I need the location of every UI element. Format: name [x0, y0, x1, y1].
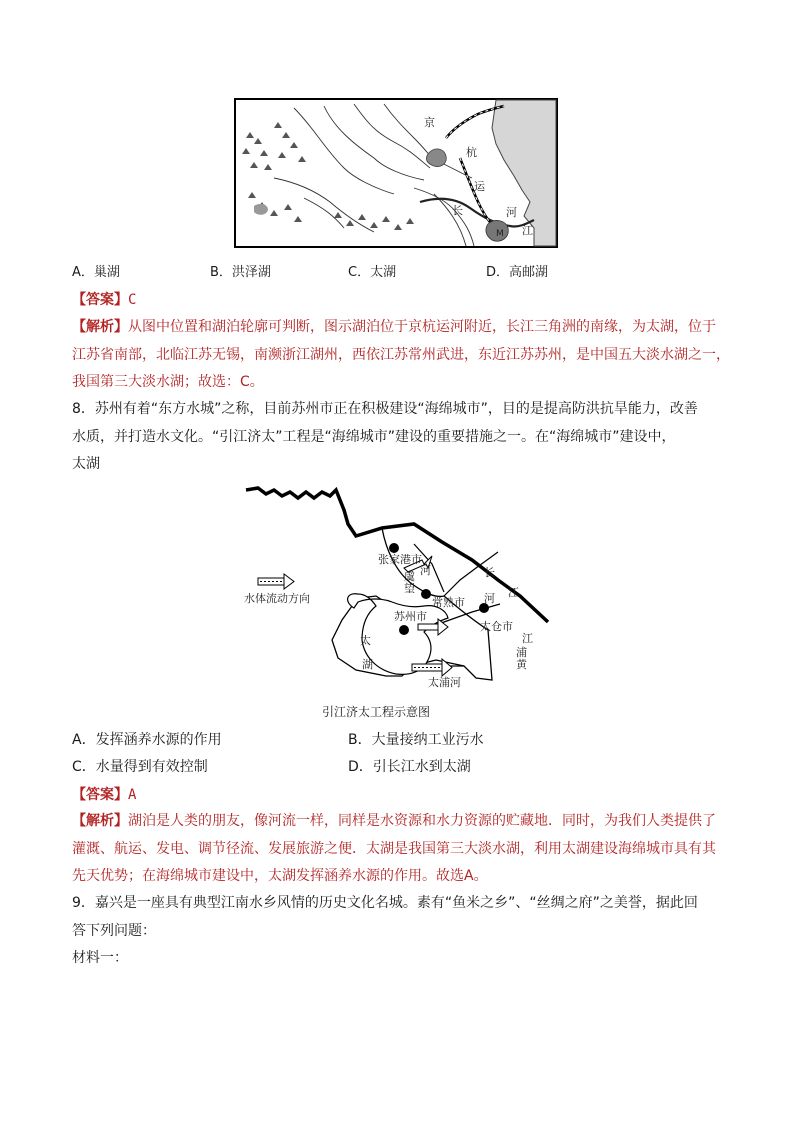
q8-stem-line-3: 太湖: [72, 456, 100, 472]
label-huangpu-huang: 黄: [516, 658, 527, 671]
q8-analysis-line-1: [72, 812, 716, 830]
city-label-zhangjiagang: 张家港市: [378, 553, 422, 566]
q8-analysis-text-1: 湖泊是人类的朋友，像河流一样，同样是水资源和水力资源的贮藏地．同时，为我们人类提供了: [128, 813, 716, 829]
q8-answer-tag: 【答案】: [72, 787, 128, 803]
q7-option-a[interactable]: A．巢湖: [72, 265, 120, 280]
label-huangpu-jiang: 江: [522, 632, 533, 645]
q8-diagram-caption: 引江济太工程示意图: [322, 705, 431, 719]
city-dot-suzhou: [399, 625, 409, 635]
map-label-jing: 京: [424, 116, 435, 129]
map-label-yun: 运: [474, 180, 485, 193]
q8-option-c[interactable]: C．水量得到有效控制: [72, 759, 208, 775]
label-chang: 长: [484, 566, 495, 579]
q7-answer-tag: 【答案】: [72, 292, 128, 308]
map-label-jiang: 江: [522, 224, 533, 237]
q8-answer: [72, 786, 136, 804]
city-label-changshu: 常熟市: [432, 596, 465, 609]
q9-stem-line-1: 9．嘉兴是一座具有典型江南水乡风情的历史文化名城。素有“鱼米之乡”、“丝绸之府”之美誉，据此回: [72, 895, 698, 911]
river-label-he-1: 河: [420, 564, 431, 577]
q7-analysis-text-1: 从图中位置和湖泊轮廓可判断，图示湖泊位于京杭运河附近，长江三角洲的南缘，为太湖，位于: [128, 319, 716, 335]
river-label-yu: 虞: [404, 570, 415, 583]
river-label-taipu: 太浦河: [428, 676, 461, 688]
q8-option-a[interactable]: A．发挥涵养水源的作用: [72, 732, 222, 748]
label-liuhe-he: 河: [484, 592, 495, 605]
q7-answer: [72, 291, 136, 309]
q8-option-d[interactable]: D．引长江水到太湖: [348, 759, 471, 775]
q8-diagram: [236, 480, 566, 688]
map-label-m: M: [496, 229, 504, 239]
q8-option-b[interactable]: B．大量接纳工业污水: [348, 732, 484, 748]
q7-analysis-tag: 【解析】: [72, 319, 128, 335]
lake-label-tai: 太: [360, 634, 371, 647]
city-dot-changshu: [421, 589, 431, 599]
legend-flow-label: 水体流动方向: [244, 592, 310, 605]
label-huangpu-pu: 浦: [516, 646, 527, 659]
label-jiang: 江: [508, 586, 519, 599]
q8-analysis-line-2: 灌溉、航运、发电、调节径流、发展旅游之便．太湖是我国第三大淡水湖，利用太湖建设海绵城市具有其: [72, 841, 716, 857]
lake-label-hu: 湖: [362, 658, 373, 671]
q8-analysis-line-3: 先天优势；在海绵城市建设中，太湖发挥涵养水源的作用。故选A。: [72, 868, 488, 884]
city-dot-zhangjiagang: [389, 543, 399, 553]
q9-material-label: 材料一：: [72, 950, 128, 966]
q7-option-b[interactable]: B．洪泽湖: [210, 265, 271, 280]
q9-stem-line-2: 答下列问题：: [72, 923, 156, 939]
map-label-hang: 杭: [466, 146, 477, 159]
q7-answer-value: C: [128, 292, 137, 308]
river-label-wang: 望: [404, 582, 415, 595]
q7-map: [234, 98, 558, 248]
flow-arrow-legend-icon: [258, 574, 294, 589]
q8-diagram-svg: [236, 480, 566, 688]
q7-option-c[interactable]: C．太湖: [348, 265, 397, 280]
q8-answer-value: A: [128, 787, 137, 803]
q7-analysis-line-1: [72, 318, 716, 336]
q7-analysis-line-2: 江苏省南部，北临江苏无锡，南濒浙江湖州，西依江苏常州武进，东近江苏苏州，是中国五大淡水湖之一，: [72, 347, 730, 363]
q8-stem-line-1: 8．苏州有着“东方水城”之称，目前苏州市正在积极建设“海绵城市”，目的是提高防洪抗旱能力，改善: [72, 401, 698, 417]
q7-map-svg: [234, 98, 558, 248]
q8-analysis-tag: 【解析】: [72, 813, 128, 829]
map-label-he: 河: [506, 206, 517, 219]
city-label-suzhou: 苏州市: [394, 610, 427, 623]
map-label-chang: 长: [452, 204, 463, 217]
city-label-taicang: 太仓市: [480, 620, 513, 633]
q8-stem-line-2: 水质，并打造水文化。“引江济太”工程是“海绵城市”建设的重要措施之一。在“海绵城市”建设中，: [72, 429, 676, 445]
q7-analysis-line-3: 我国第三大淡水湖；故选：C。: [72, 374, 264, 390]
q7-option-d[interactable]: D．高邮湖: [486, 265, 549, 280]
